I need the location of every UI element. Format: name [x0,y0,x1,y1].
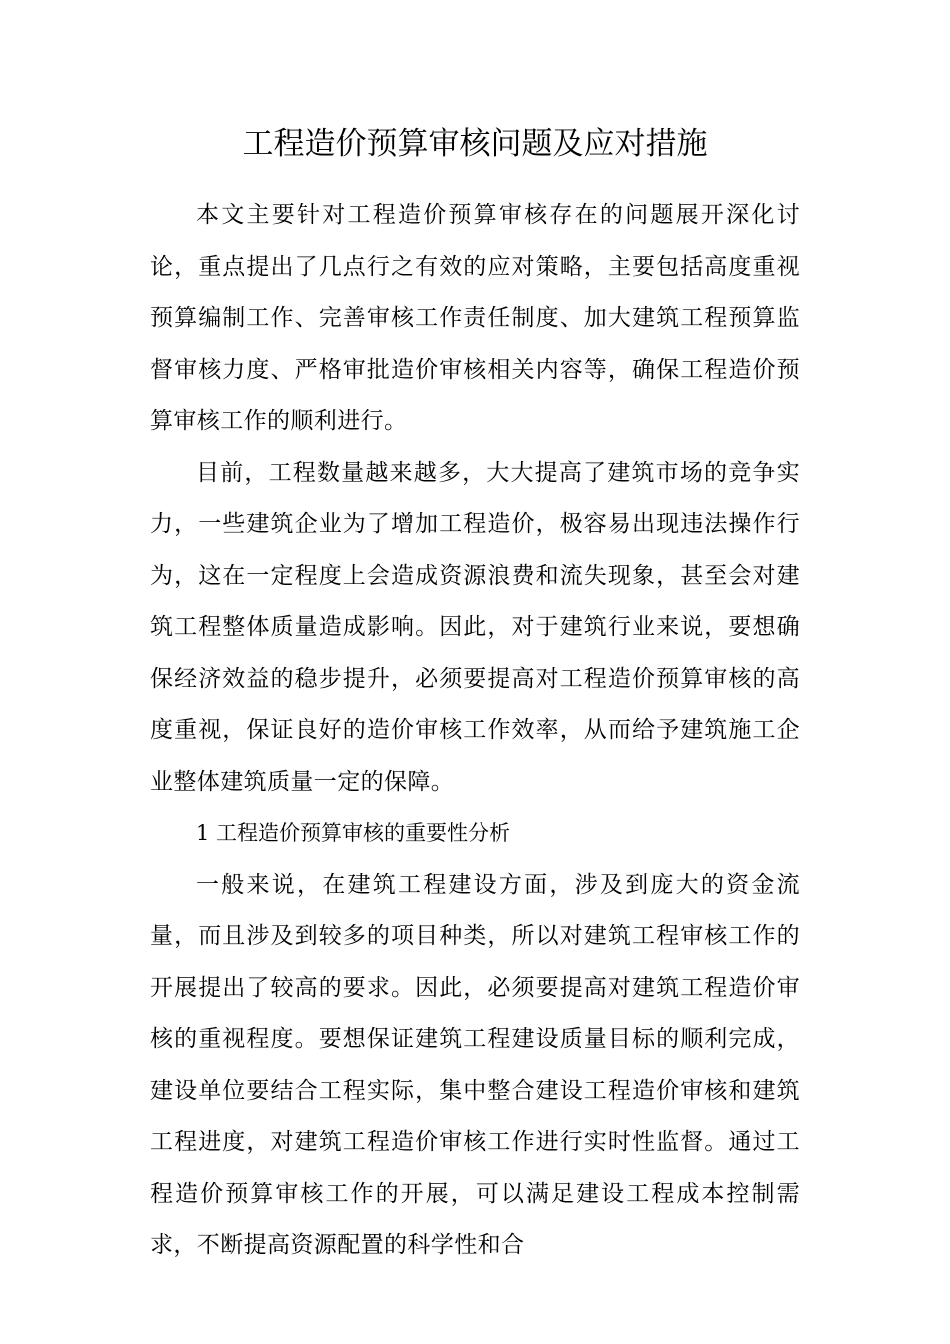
document-body [150,190,800,1272]
paragraph-section-1: 一般来说，在建筑工程建设方面，涉及到庞大的资金流量，而且涉及到较多的项目种类，所以对建筑工程审核工作的开展提出了较高的要求。因此，必须要提高对建筑工程造价审核的重视程度。要想保证建筑工程建设质量目标的顺利完成，建设单位要结合工程实际，集中整合建设工程造价审核和建筑工程进度，对建筑工程造价审核工作进行实时性监督。通过工程造价预算审核工作的开展，可以满足建设工程成本控制需求，不断提高资源配置的科学性和合 [150,871,800,1258]
section-heading: 1 工程造价预算审核的重要性分析 [196,821,511,845]
paragraph-abstract: 本文主要针对工程造价预算审核存在的问题展开深化讨论，重点提出了几点行之有效的应对策略，主要包括高度重视预算编制工作、完善审核工作责任制度、加大建筑工程预算监督审核力度、严格审批造价审核相关内容等，确保工程造价预算审核工作的顺利进行。 [150,202,800,434]
paragraph-introduction: 目前，工程数量越来越多，大大提高了建筑市场的竞争实力，一些建筑企业为了增加工程造价，极容易出现违法操作行为，这在一定程度上会造成资源浪费和流失现象，甚至会对建筑工程整体质量造成影响。因此，对于建筑行业来说，要想确保经济效益的稳步提升，必须要提高对工程造价预算审核的高度重视，保证良好的造价审核工作效率，从而给予建筑施工企业整体建筑质量一定的保障。 [150,459,800,795]
document-title: 工程造价预算审核问题及应对措施 [242,126,708,162]
